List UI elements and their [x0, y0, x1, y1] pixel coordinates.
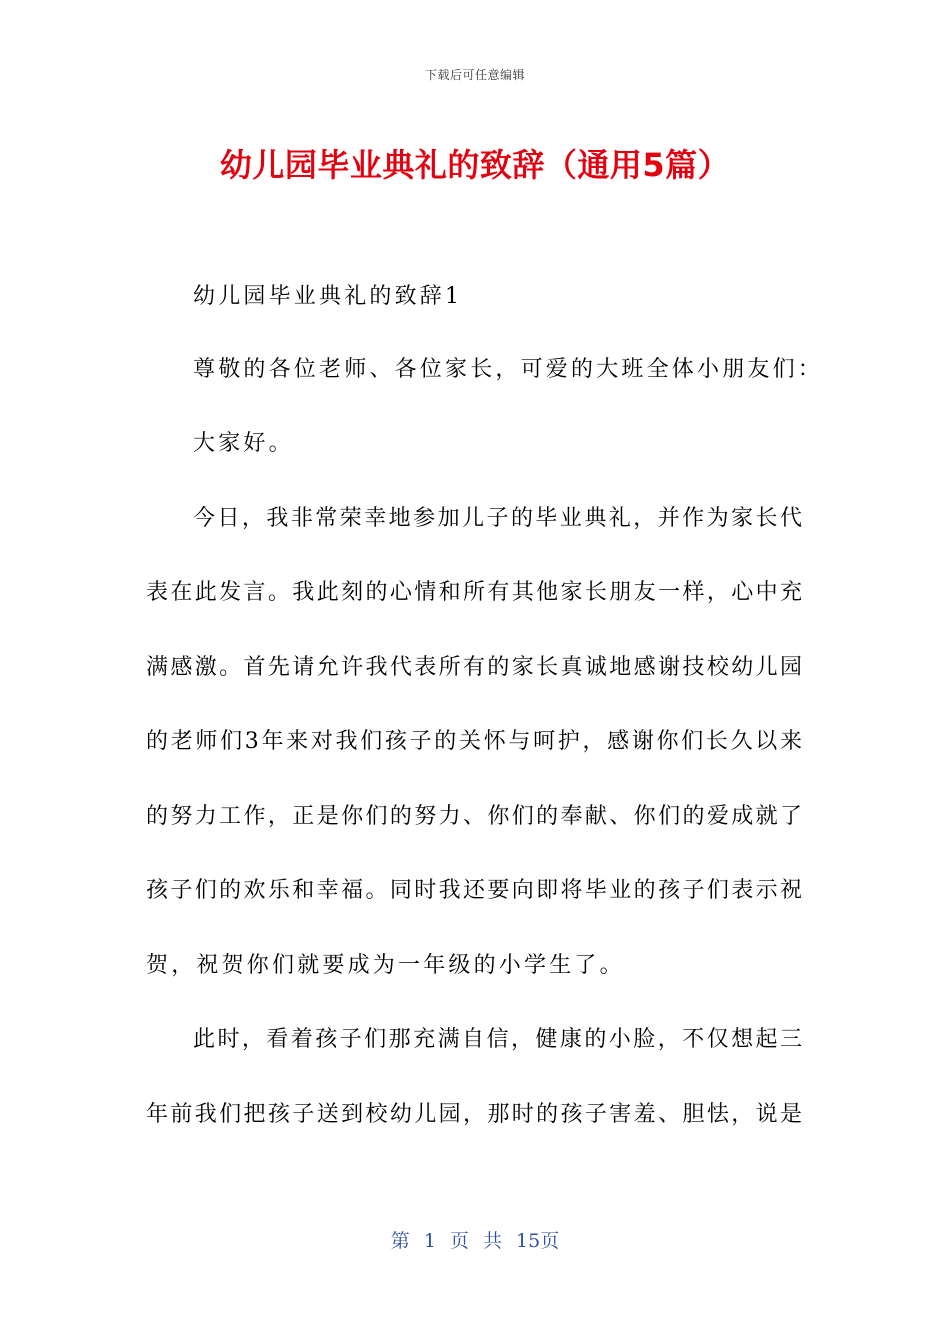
body-line: 的老师们3年来对我们孩子的关怀与呵护，感谢你们长久以来: [146, 729, 802, 754]
body-line: 今日，我非常荣幸地参加儿子的毕业典礼，并作为家长代: [193, 506, 802, 531]
body-line: 表在此发言。我此刻的心情和所有其他家长朋友一样，心中充: [146, 580, 802, 605]
document-title: 幼儿园毕业典礼的致辞（通用5篇）: [219, 146, 731, 184]
body-line: 贺，祝贺你们就要成为一年级的小学生了。: [146, 953, 625, 978]
greeting-line: 大家好。: [193, 431, 294, 456]
page-number-footer: 第 1 页 共 15页: [390, 1230, 560, 1252]
body-line: 孩子们的欢乐和幸福。同时我还要向即将毕业的孩子们表示祝: [146, 878, 802, 903]
body-line: 年前我们把孩子送到校幼儿园，那时的孩子害羞、胆怯，说是: [146, 1102, 802, 1127]
body-line: 满感激。首先请允许我代表所有的家长真诚地感谢技校幼儿园: [146, 655, 802, 680]
body-line: 的努力工作，正是你们的努力、你们的奉献、你们的爱成就了: [146, 804, 802, 829]
header-note: 下载后可任意编辑: [424, 68, 525, 82]
salutation-line: 尊敬的各位老师、各位家长，可爱的大班全体小朋友们：: [193, 357, 824, 382]
body-line: 此时，看着孩子们那充满自信，健康的小脸，不仅想起三: [193, 1027, 802, 1052]
section-heading: 幼儿园毕业典礼的致辞1: [193, 284, 463, 309]
